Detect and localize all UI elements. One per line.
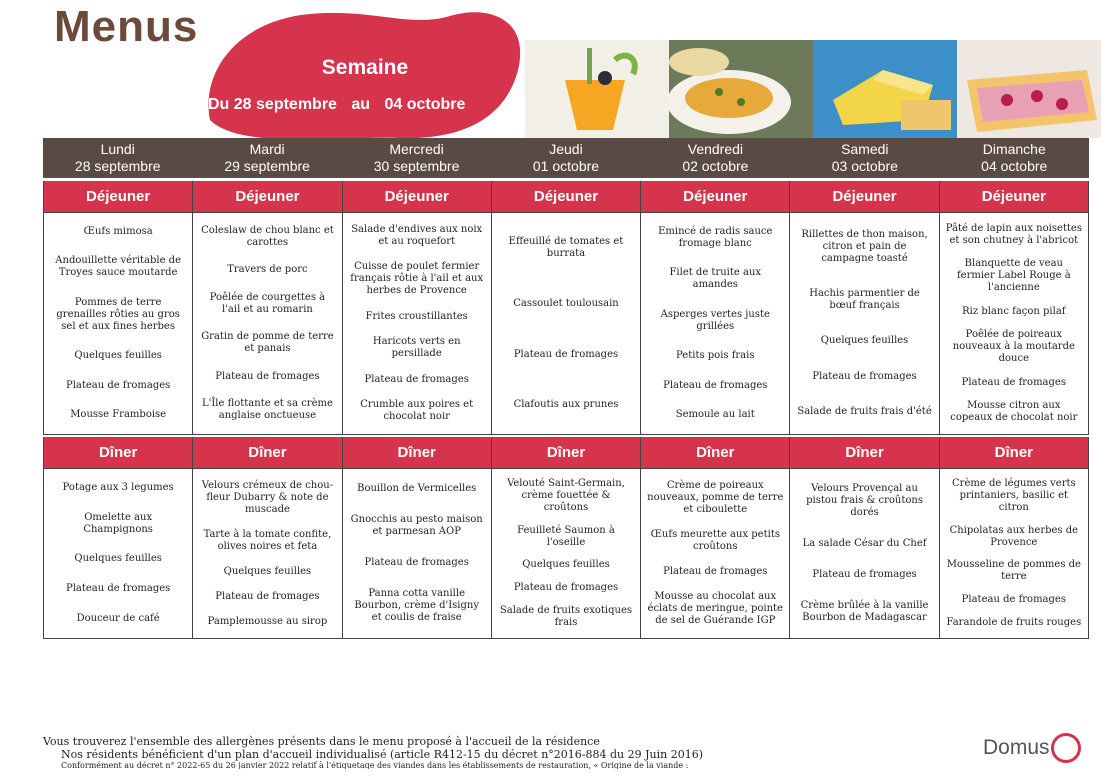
dinner-column <box>640 437 789 639</box>
day-name: Samedi <box>841 141 889 157</box>
dish-item: Plateau de fromages <box>961 376 1066 388</box>
dish-item: Crème de poireaux nouveaux, pomme de terre et ciboulette <box>647 479 784 515</box>
dish-item: Andouillette véritable de Troyes sauce moutarde <box>55 255 181 279</box>
dish-item: Gnocchis au pesto maison et parmesan AOP <box>350 513 483 537</box>
dish-item: Cuisse de poulet fermier français rôtie à l'ail et aux herbes de Provence <box>350 261 484 297</box>
dish-item: Crumble aux poires et chocolat noir <box>360 399 474 423</box>
lunch-column <box>342 181 491 435</box>
dish-item: Potage aux 3 legumes <box>62 481 174 493</box>
dish-item: Plateau de fromages <box>812 370 917 382</box>
dish-item: Velouté Saint-Germain, crème fouettée & croûtons <box>507 478 625 514</box>
dish-item: Travers de porc <box>227 264 308 276</box>
dish-list <box>492 213 640 435</box>
dish-item: Poêlée de courgettes à l'ail et au romarin <box>209 291 326 315</box>
day-date: 28 septembre <box>74 158 161 174</box>
day-header <box>641 138 790 178</box>
dish-item: Salade de fruits exotiques frais <box>499 604 633 628</box>
food-photo-cheese <box>813 40 957 138</box>
lunch-header: Déjeuner <box>492 181 640 213</box>
dish-item: Plateau de fromages <box>65 379 171 391</box>
lunch-section <box>43 181 1089 435</box>
dish-item: Farandole de fruits rouges <box>946 616 1082 628</box>
dish-list <box>343 213 491 435</box>
day-header-band <box>43 138 1089 178</box>
dish-item: Velours crémeux de chou-fleur Dubarry & note de muscade <box>201 479 334 515</box>
dish-item: Gratin de pomme de terre et panais <box>201 331 334 355</box>
dish-item: Velours Provençal au pistou frais & croûtons dorés <box>806 482 923 518</box>
dish-item: Hachis parmentier de bœuf français <box>809 288 920 312</box>
dish-item: Haricots verts en persillade <box>372 336 461 360</box>
page-title: Menus <box>54 2 199 51</box>
individual-plan-note: Nos résidents bénéficient d'un plan d'accueil individualisé (article R412-15 du décret n°2016-884 du 29 Juin 2016) <box>61 748 703 761</box>
dish-item: Coleslaw de chou blanc et carottes <box>201 224 334 248</box>
dish-item: Crème de légumes verts printaniers, basilic et citron <box>952 478 1076 514</box>
dish-item: Effeuillé de tomates et burrata <box>508 236 624 260</box>
day-date: 04 octobre <box>981 158 1048 174</box>
dish-item: Cassoulet toulousain <box>513 298 619 310</box>
day-name: Mercredi <box>389 141 444 157</box>
lunch-header: Déjeuner <box>193 181 341 213</box>
dish-list <box>492 469 640 639</box>
lunch-header: Déjeuner <box>940 181 1088 213</box>
day-date: 03 octobre <box>831 158 898 174</box>
lunch-column <box>491 181 640 435</box>
day-name: Dimanche <box>982 141 1046 157</box>
lunch-column <box>192 181 341 435</box>
dish-item: Bouillon de Vermicelles <box>357 482 477 494</box>
day-header <box>192 138 341 178</box>
dish-item: Blanquette de veau fermier Label Rouge à l'ancienne <box>956 258 1071 294</box>
dish-item: Riz blanc façon pilaf <box>962 305 1066 317</box>
dish-item: Plateau de fromages <box>215 590 320 602</box>
lunch-header: Déjeuner <box>790 181 938 213</box>
dish-item: Panna cotta vanille Bourbon, crème d'Isigny et coulis de fraise <box>354 588 479 624</box>
lunch-header: Déjeuner <box>343 181 491 213</box>
lunch-header: Déjeuner <box>44 181 192 213</box>
dish-item: Feuilleté Saumon à l'oseille <box>517 524 615 548</box>
dish-item: Tarte à la tomate confite, olives noires et feta <box>203 528 332 552</box>
day-name: Mardi <box>249 141 285 157</box>
dish-item: Pâté de lapin aux noisettes et son chutney à l'abricot <box>945 222 1082 246</box>
dish-list <box>940 213 1088 435</box>
date-range <box>208 96 518 114</box>
dish-list <box>940 469 1088 639</box>
dinner-header: Dîner <box>641 437 789 469</box>
dish-item: Rillettes de thon maison, citron et pain de campagne toasté <box>801 228 928 264</box>
dish-item: L'Île flottante et sa crème anglaise onctueuse <box>201 398 333 422</box>
day-header <box>43 138 192 178</box>
dish-item: Poêlée de poireaux nouveaux à la moutarde douce <box>952 329 1075 365</box>
food-photo-clafoutis <box>957 40 1101 138</box>
dinner-column <box>939 437 1089 639</box>
day-name: Vendredi <box>687 141 744 157</box>
dish-item: Crème brûlée à la vanille Bourbon de Madagascar <box>800 600 929 624</box>
dish-item: Mousse Framboise <box>70 409 167 421</box>
dish-list <box>343 469 491 639</box>
dinner-header: Dîner <box>44 437 192 469</box>
dinner-header: Dîner <box>940 437 1088 469</box>
dish-item: Mousseline de pommes de terre <box>946 559 1081 583</box>
dish-item: Plateau de fromages <box>663 379 768 391</box>
dish-item: Plateau de fromages <box>513 582 619 594</box>
day-header <box>342 138 491 178</box>
dish-item: Plateau de fromages <box>812 569 917 581</box>
dish-item: Œufs mimosa <box>83 225 153 237</box>
day-date: 30 septembre <box>373 158 460 174</box>
dish-list <box>790 213 938 435</box>
dinner-column <box>43 437 192 639</box>
dish-item: Œufs meurette aux petits croûtons <box>650 528 780 552</box>
dish-item: Quelques feuilles <box>74 553 162 565</box>
dish-list <box>641 213 789 435</box>
dish-item: Omelette aux Champignons <box>83 511 153 535</box>
date-to: 04 octobre <box>384 96 466 113</box>
dish-list <box>44 469 192 639</box>
dish-item: Mousse citron aux copeaux de chocolat noir <box>950 400 1078 424</box>
dish-item: Salade d'endives aux noix et au roquefort <box>351 223 483 247</box>
dish-item: Plateau de fromages <box>961 594 1066 606</box>
food-photo-pasta <box>669 40 813 138</box>
date-separator: au <box>351 96 371 113</box>
lunch-column <box>789 181 938 435</box>
dinner-header: Dîner <box>492 437 640 469</box>
logo-mark-icon <box>1051 733 1081 763</box>
day-date: 01 octobre <box>532 158 600 174</box>
dish-item: Quelques feuilles <box>522 559 610 571</box>
dish-item: Frites croustillantes <box>365 310 468 322</box>
lunch-column <box>939 181 1089 435</box>
dish-item: Quelques feuilles <box>74 350 162 362</box>
food-photo-strip <box>525 40 1101 138</box>
dinner-column <box>342 437 491 639</box>
dish-item: Clafoutis aux prunes <box>513 398 619 410</box>
dish-list <box>790 469 938 639</box>
domusvi-logo <box>983 733 1081 763</box>
dish-list <box>193 213 341 435</box>
dish-item: Plateau de fromages <box>663 566 768 578</box>
dish-item: Chipolatas aux herbes de Provence <box>949 524 1079 548</box>
dish-item: La salade César du Chef <box>802 537 927 549</box>
day-header <box>790 138 939 178</box>
dish-item: Plateau de fromages <box>513 348 619 360</box>
meat-origin-note: Conformément au décret n° 2022-65 du 26 janvier 2022 relatif à l'étiquetage des viandes dans les établissements de restauration, « Origine de la viande : <box>61 761 689 769</box>
dish-item: Petits pois frais <box>676 350 755 362</box>
dinner-header: Dîner <box>790 437 938 469</box>
dinner-header: Dîner <box>193 437 341 469</box>
dish-item: Salade de fruits frais d'été <box>797 406 932 418</box>
lunch-header: Déjeuner <box>641 181 789 213</box>
dish-item: Asperges vertes juste grillées <box>660 308 770 332</box>
dinner-section <box>43 437 1089 639</box>
dish-list <box>44 213 192 435</box>
week-label: Semaine <box>321 56 409 79</box>
dish-item: Pamplemousse au sirop <box>207 615 328 627</box>
logo-text: Domus <box>983 736 1050 759</box>
dinner-column <box>192 437 341 639</box>
day-header <box>940 138 1089 178</box>
day-date: 29 septembre <box>224 158 310 174</box>
day-header <box>491 138 640 178</box>
day-name: Jeudi <box>549 141 583 157</box>
dish-item: Mousse au chocolat aux éclats de meringue, pointe de sel de Guérande IGP <box>647 591 783 627</box>
lunch-column <box>640 181 789 435</box>
dish-item: Plateau de fromages <box>65 583 171 595</box>
dish-item: Plateau de fromages <box>364 373 469 385</box>
dinner-column <box>789 437 938 639</box>
dish-item: Quelques feuilles <box>223 565 312 577</box>
dish-item: Semoule au lait <box>675 409 755 421</box>
dish-item: Plateau de fromages <box>215 370 320 382</box>
dish-list <box>193 469 341 639</box>
footer-notes <box>43 735 703 769</box>
lunch-column <box>43 181 192 435</box>
day-date: 02 octobre <box>682 158 749 174</box>
dish-item: Plateau de fromages <box>364 557 469 569</box>
dish-list <box>641 469 789 639</box>
dish-item: Emincé de radis sauce fromage blanc <box>658 225 773 249</box>
dish-item: Douceur de café <box>76 613 160 625</box>
dinner-column <box>491 437 640 639</box>
dinner-header: Dîner <box>343 437 491 469</box>
day-name: Lundi <box>100 141 135 157</box>
dish-item: Pommes de terre grenailles rôties au gros sel et aux fines herbes <box>56 296 180 332</box>
dish-item: Filet de truite aux amandes <box>669 267 762 291</box>
allergen-note: Vous trouverez l'ensemble des allergènes présents dans le menu proposé à l'accueil de la résidence <box>43 735 600 748</box>
food-photo-verrine <box>525 40 669 138</box>
date-from: Du 28 septembre <box>208 96 337 113</box>
dish-item: Quelques feuilles <box>820 335 909 347</box>
